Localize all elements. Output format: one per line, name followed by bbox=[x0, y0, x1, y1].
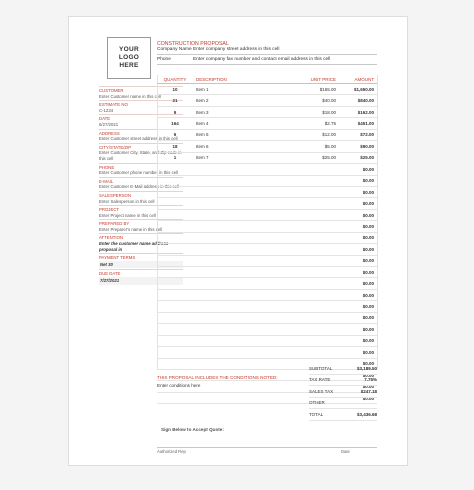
amount-cell[interactable]: $0.00 bbox=[339, 186, 377, 197]
description-cell[interactable] bbox=[193, 335, 293, 346]
phone-row bbox=[157, 57, 377, 62]
quantity-cell[interactable] bbox=[157, 289, 193, 300]
line-items-table bbox=[157, 75, 377, 404]
sidebar-value[interactable]: 6/27/2021 bbox=[99, 121, 119, 127]
description-cell[interactable]: Item 1 bbox=[193, 84, 293, 95]
table-row bbox=[157, 95, 377, 106]
sidebar-label: PREPARED BY bbox=[99, 219, 183, 227]
quantity-cell[interactable]: 164 bbox=[157, 118, 193, 129]
table-row bbox=[157, 141, 377, 152]
sidebar-value[interactable]: Enter Customer street address in this cell bbox=[99, 136, 178, 142]
phone-value[interactable]: Enter company fax number and contact email address in this cell bbox=[193, 57, 331, 62]
description-cell[interactable] bbox=[193, 358, 293, 369]
header-divider bbox=[157, 54, 377, 55]
unit-price-cell[interactable] bbox=[293, 301, 339, 312]
unit-price-cell[interactable] bbox=[293, 175, 339, 186]
description-cell[interactable] bbox=[193, 221, 293, 232]
proposal-sheet bbox=[68, 16, 408, 466]
totals-row bbox=[309, 363, 377, 375]
quantity-cell[interactable]: 21 bbox=[157, 95, 193, 106]
company-value[interactable]: Enter company street address in this cell bbox=[193, 47, 280, 52]
sidebar-label: E-MAIL bbox=[99, 177, 183, 185]
amount-cell[interactable]: $0.00 bbox=[339, 244, 377, 255]
description-cell[interactable] bbox=[193, 232, 293, 243]
description-cell[interactable] bbox=[193, 209, 293, 220]
amount-cell[interactable]: $0.00 bbox=[339, 221, 377, 232]
signature-heading: Sign Below to Accept Quote: bbox=[161, 427, 224, 432]
company-label: Company Name bbox=[157, 47, 192, 52]
unit-price-cell[interactable] bbox=[293, 278, 339, 289]
description-cell[interactable] bbox=[193, 198, 293, 209]
description-cell[interactable] bbox=[193, 186, 293, 197]
conditions-block bbox=[157, 375, 277, 388]
quantity-cell[interactable] bbox=[157, 209, 193, 220]
unit-price-cell[interactable] bbox=[293, 324, 339, 335]
company-logo bbox=[107, 37, 151, 79]
amount-cell[interactable]: $0.00 bbox=[339, 369, 377, 380]
amount-cell[interactable]: $0.00 bbox=[339, 301, 377, 312]
signature-line[interactable] bbox=[157, 447, 377, 448]
amount-cell[interactable]: $451.00 bbox=[339, 118, 377, 129]
table-row bbox=[157, 118, 377, 129]
unit-price-cell[interactable] bbox=[293, 244, 339, 255]
company-row bbox=[157, 47, 377, 52]
amount-cell[interactable]: $0.00 bbox=[339, 392, 377, 403]
table-row bbox=[157, 301, 377, 312]
table-row bbox=[157, 164, 377, 175]
sidebar-value[interactable]: Enter Customer E-Mail address in this cell bbox=[99, 184, 179, 190]
unit-price-cell[interactable] bbox=[293, 312, 339, 323]
quantity-cell[interactable] bbox=[157, 347, 193, 358]
description-cell[interactable] bbox=[193, 244, 293, 255]
sidebar-value[interactable]: Enter Preparer's name in this cell bbox=[99, 226, 163, 232]
amount-cell[interactable]: $0.00 bbox=[339, 232, 377, 243]
table-border-right bbox=[377, 75, 378, 369]
description-cell[interactable] bbox=[193, 312, 293, 323]
header-divider bbox=[157, 64, 377, 65]
unit-price-cell[interactable] bbox=[293, 347, 339, 358]
sidebar-value[interactable]: Enter Customer name in this cell bbox=[99, 93, 162, 99]
quantity-cell[interactable]: 1 bbox=[157, 152, 193, 163]
totals-value: 7.75% bbox=[364, 377, 377, 383]
sidebar-value[interactable]: Enter Project name in this cell bbox=[99, 212, 156, 218]
quantity-cell[interactable] bbox=[157, 301, 193, 312]
unit-price-cell[interactable]: $40.00 bbox=[293, 95, 339, 106]
sidebar-label: DATE bbox=[99, 114, 183, 122]
sidebar-value[interactable]: C-1234 bbox=[99, 107, 114, 113]
amount-cell[interactable]: $840.00 bbox=[339, 95, 377, 106]
table-row bbox=[157, 221, 377, 232]
unit-price-cell[interactable]: $5.00 bbox=[293, 141, 339, 152]
quantity-cell[interactable] bbox=[157, 255, 193, 266]
quantity-cell[interactable] bbox=[157, 312, 193, 323]
sidebar-label: CITY/STATE/ZIP bbox=[99, 143, 183, 151]
description-cell[interactable]: Item 5 bbox=[193, 129, 293, 140]
sidebar-label: PAYMENT TERMS bbox=[99, 253, 183, 261]
amount-cell[interactable]: $90.00 bbox=[339, 141, 377, 152]
totals-label: SUBTOTAL bbox=[309, 365, 333, 371]
amount-cell[interactable]: $162.00 bbox=[339, 106, 377, 117]
totals-label: TAX RATE bbox=[309, 377, 331, 383]
quantity-cell[interactable] bbox=[157, 267, 193, 278]
amount-cell[interactable]: $0.00 bbox=[339, 289, 377, 300]
sidebar-label: ATTENTION bbox=[99, 233, 183, 241]
description-cell[interactable] bbox=[193, 164, 293, 175]
date-label: Date bbox=[341, 449, 350, 454]
totals-row bbox=[309, 386, 377, 398]
unit-price-cell[interactable] bbox=[293, 209, 339, 220]
quantity-cell[interactable] bbox=[157, 392, 193, 403]
unit-price-header: UNIT PRICE bbox=[293, 75, 339, 84]
unit-price-cell[interactable]: $165.00 bbox=[293, 84, 339, 95]
unit-price-cell[interactable] bbox=[293, 267, 339, 278]
description-cell[interactable] bbox=[193, 392, 293, 403]
quantity-cell[interactable] bbox=[157, 221, 193, 232]
totals-label: SALES TAX bbox=[309, 388, 334, 394]
description-cell[interactable] bbox=[193, 175, 293, 186]
sidebar-value[interactable]: 7/27/2021 bbox=[99, 277, 183, 285]
table-row bbox=[157, 152, 377, 163]
sidebar-label: DUE DATE bbox=[99, 269, 183, 277]
table-header-row bbox=[157, 75, 377, 84]
totals-label: OTHER bbox=[309, 400, 325, 406]
description-cell[interactable]: Item 4 bbox=[193, 118, 293, 129]
sidebar-value[interactable]: Enter Customer City, State, and Zip code in this cell bbox=[99, 150, 182, 161]
totals-value: $3,189.50 bbox=[356, 365, 377, 371]
quantity-cell[interactable] bbox=[157, 244, 193, 255]
sidebar-value[interactable]: Enter Customer phone number in this cell bbox=[99, 170, 179, 176]
description-cell[interactable] bbox=[193, 324, 293, 335]
amount-cell[interactable]: $0.00 bbox=[339, 381, 377, 392]
unit-price-cell[interactable] bbox=[293, 335, 339, 346]
quantity-cell[interactable]: 18 bbox=[157, 141, 193, 152]
sidebar-label: ESTIMATE NO bbox=[99, 100, 183, 108]
quantity-cell[interactable] bbox=[157, 278, 193, 289]
description-cell[interactable] bbox=[193, 255, 293, 266]
quantity-cell[interactable] bbox=[157, 358, 193, 369]
quantity-cell[interactable] bbox=[157, 324, 193, 335]
table-row bbox=[157, 255, 377, 266]
sidebar-label: ADDRESS bbox=[99, 129, 183, 137]
quantity-cell[interactable]: 10 bbox=[157, 84, 193, 95]
description-cell[interactable] bbox=[193, 347, 293, 358]
table-row bbox=[157, 209, 377, 220]
table-row bbox=[157, 347, 377, 358]
description-cell[interactable]: Item 7 bbox=[193, 152, 293, 163]
phone-label: Phone bbox=[157, 57, 171, 62]
amount-cell[interactable]: $0.00 bbox=[339, 347, 377, 358]
table-row bbox=[157, 335, 377, 346]
quantity-cell[interactable] bbox=[157, 175, 193, 186]
logo-line-2: HERE bbox=[119, 62, 139, 69]
quantity-cell[interactable] bbox=[157, 186, 193, 197]
unit-price-cell[interactable] bbox=[293, 221, 339, 232]
unit-price-cell[interactable]: $25.00 bbox=[293, 152, 339, 163]
totals-row bbox=[309, 409, 377, 421]
table-row bbox=[157, 289, 377, 300]
amount-cell[interactable]: $0.00 bbox=[339, 278, 377, 289]
amount-cell[interactable]: $0.00 bbox=[339, 255, 377, 266]
unit-price-cell[interactable]: $12.00 bbox=[293, 129, 339, 140]
table-row bbox=[157, 312, 377, 323]
table-row bbox=[157, 267, 377, 278]
table-row bbox=[157, 175, 377, 186]
sidebar-label: CUSTOMER bbox=[99, 86, 183, 94]
totals-label: TOTAL bbox=[309, 411, 324, 417]
table-row bbox=[157, 198, 377, 209]
description-cell[interactable]: Item 2 bbox=[193, 95, 293, 106]
table-row bbox=[157, 84, 377, 95]
amount-cell[interactable]: $0.00 bbox=[339, 164, 377, 175]
sidebar-label: PROJECT bbox=[99, 205, 183, 213]
totals-row bbox=[309, 375, 377, 387]
unit-price-cell[interactable] bbox=[293, 164, 339, 175]
unit-price-cell[interactable] bbox=[293, 255, 339, 266]
quantity-cell[interactable] bbox=[157, 164, 193, 175]
amount-cell[interactable]: $72.00 bbox=[339, 129, 377, 140]
amount-cell[interactable]: $0.00 bbox=[339, 267, 377, 278]
unit-price-cell[interactable] bbox=[293, 198, 339, 209]
unit-price-cell[interactable]: $18.00 bbox=[293, 106, 339, 117]
description-cell[interactable] bbox=[193, 267, 293, 278]
table-row bbox=[157, 106, 377, 117]
table-body bbox=[157, 84, 377, 404]
amount-cell[interactable]: $0.00 bbox=[339, 335, 377, 346]
unit-price-cell[interactable] bbox=[293, 186, 339, 197]
unit-price-cell[interactable] bbox=[293, 289, 339, 300]
amount-cell[interactable]: $0.00 bbox=[339, 358, 377, 369]
quantity-cell[interactable]: 6 bbox=[157, 129, 193, 140]
amount-cell[interactable]: $0.00 bbox=[339, 198, 377, 209]
quantity-header: QUANTITY bbox=[157, 75, 193, 84]
sidebar-value[interactable]: Net 30 bbox=[99, 261, 183, 269]
description-cell[interactable]: Item 3 bbox=[193, 106, 293, 117]
conditions-body[interactable]: Enter conditions here bbox=[157, 383, 201, 388]
description-cell[interactable] bbox=[193, 301, 293, 312]
totals-row bbox=[309, 398, 377, 410]
quantity-cell[interactable] bbox=[157, 198, 193, 209]
document-title: CONSTRUCTION PROPOSAL bbox=[157, 41, 229, 47]
totals-value: $247.18 bbox=[360, 388, 377, 394]
description-cell[interactable]: Item 6 bbox=[193, 141, 293, 152]
conditions-heading: THIS PROPOSAL INCLUDES THE CONDITIONS NOTED: bbox=[157, 375, 278, 380]
amount-header: AMOUNT bbox=[339, 75, 377, 84]
authorized-rep-label: Authorized Rep bbox=[157, 449, 186, 454]
table-row bbox=[157, 244, 377, 255]
quantity-cell[interactable] bbox=[157, 232, 193, 243]
amount-cell[interactable]: $0.00 bbox=[339, 209, 377, 220]
quantity-cell[interactable] bbox=[157, 335, 193, 346]
amount-cell[interactable]: $25.00 bbox=[339, 152, 377, 163]
logo-line-1: YOUR LOGO bbox=[118, 46, 140, 61]
table-row bbox=[157, 278, 377, 289]
table-row bbox=[157, 232, 377, 243]
quantity-cell[interactable]: 9 bbox=[157, 106, 193, 117]
table-row bbox=[157, 324, 377, 335]
sidebar-label: SALESPERSON bbox=[99, 191, 183, 199]
totals-block bbox=[309, 363, 377, 421]
unit-price-cell[interactable] bbox=[293, 232, 339, 243]
unit-price-cell[interactable]: $2.75 bbox=[293, 118, 339, 129]
amount-cell[interactable]: $1,650.00 bbox=[339, 84, 377, 95]
description-cell[interactable] bbox=[193, 289, 293, 300]
table-row bbox=[157, 129, 377, 140]
table-row bbox=[157, 186, 377, 197]
sidebar-value[interactable]: Enter the customer name address proposal in bbox=[99, 241, 169, 252]
description-cell[interactable] bbox=[193, 278, 293, 289]
amount-cell[interactable]: $0.00 bbox=[339, 312, 377, 323]
sidebar-label: PHONE bbox=[99, 163, 183, 171]
sidebar-value[interactable]: Enter Salesperson in this cell bbox=[99, 198, 155, 204]
amount-cell[interactable]: $0.00 bbox=[339, 324, 377, 335]
amount-cell[interactable]: $0.00 bbox=[339, 175, 377, 186]
totals-value: $3,436.68 bbox=[356, 411, 377, 417]
description-header: DESCRIPTION bbox=[193, 75, 293, 84]
